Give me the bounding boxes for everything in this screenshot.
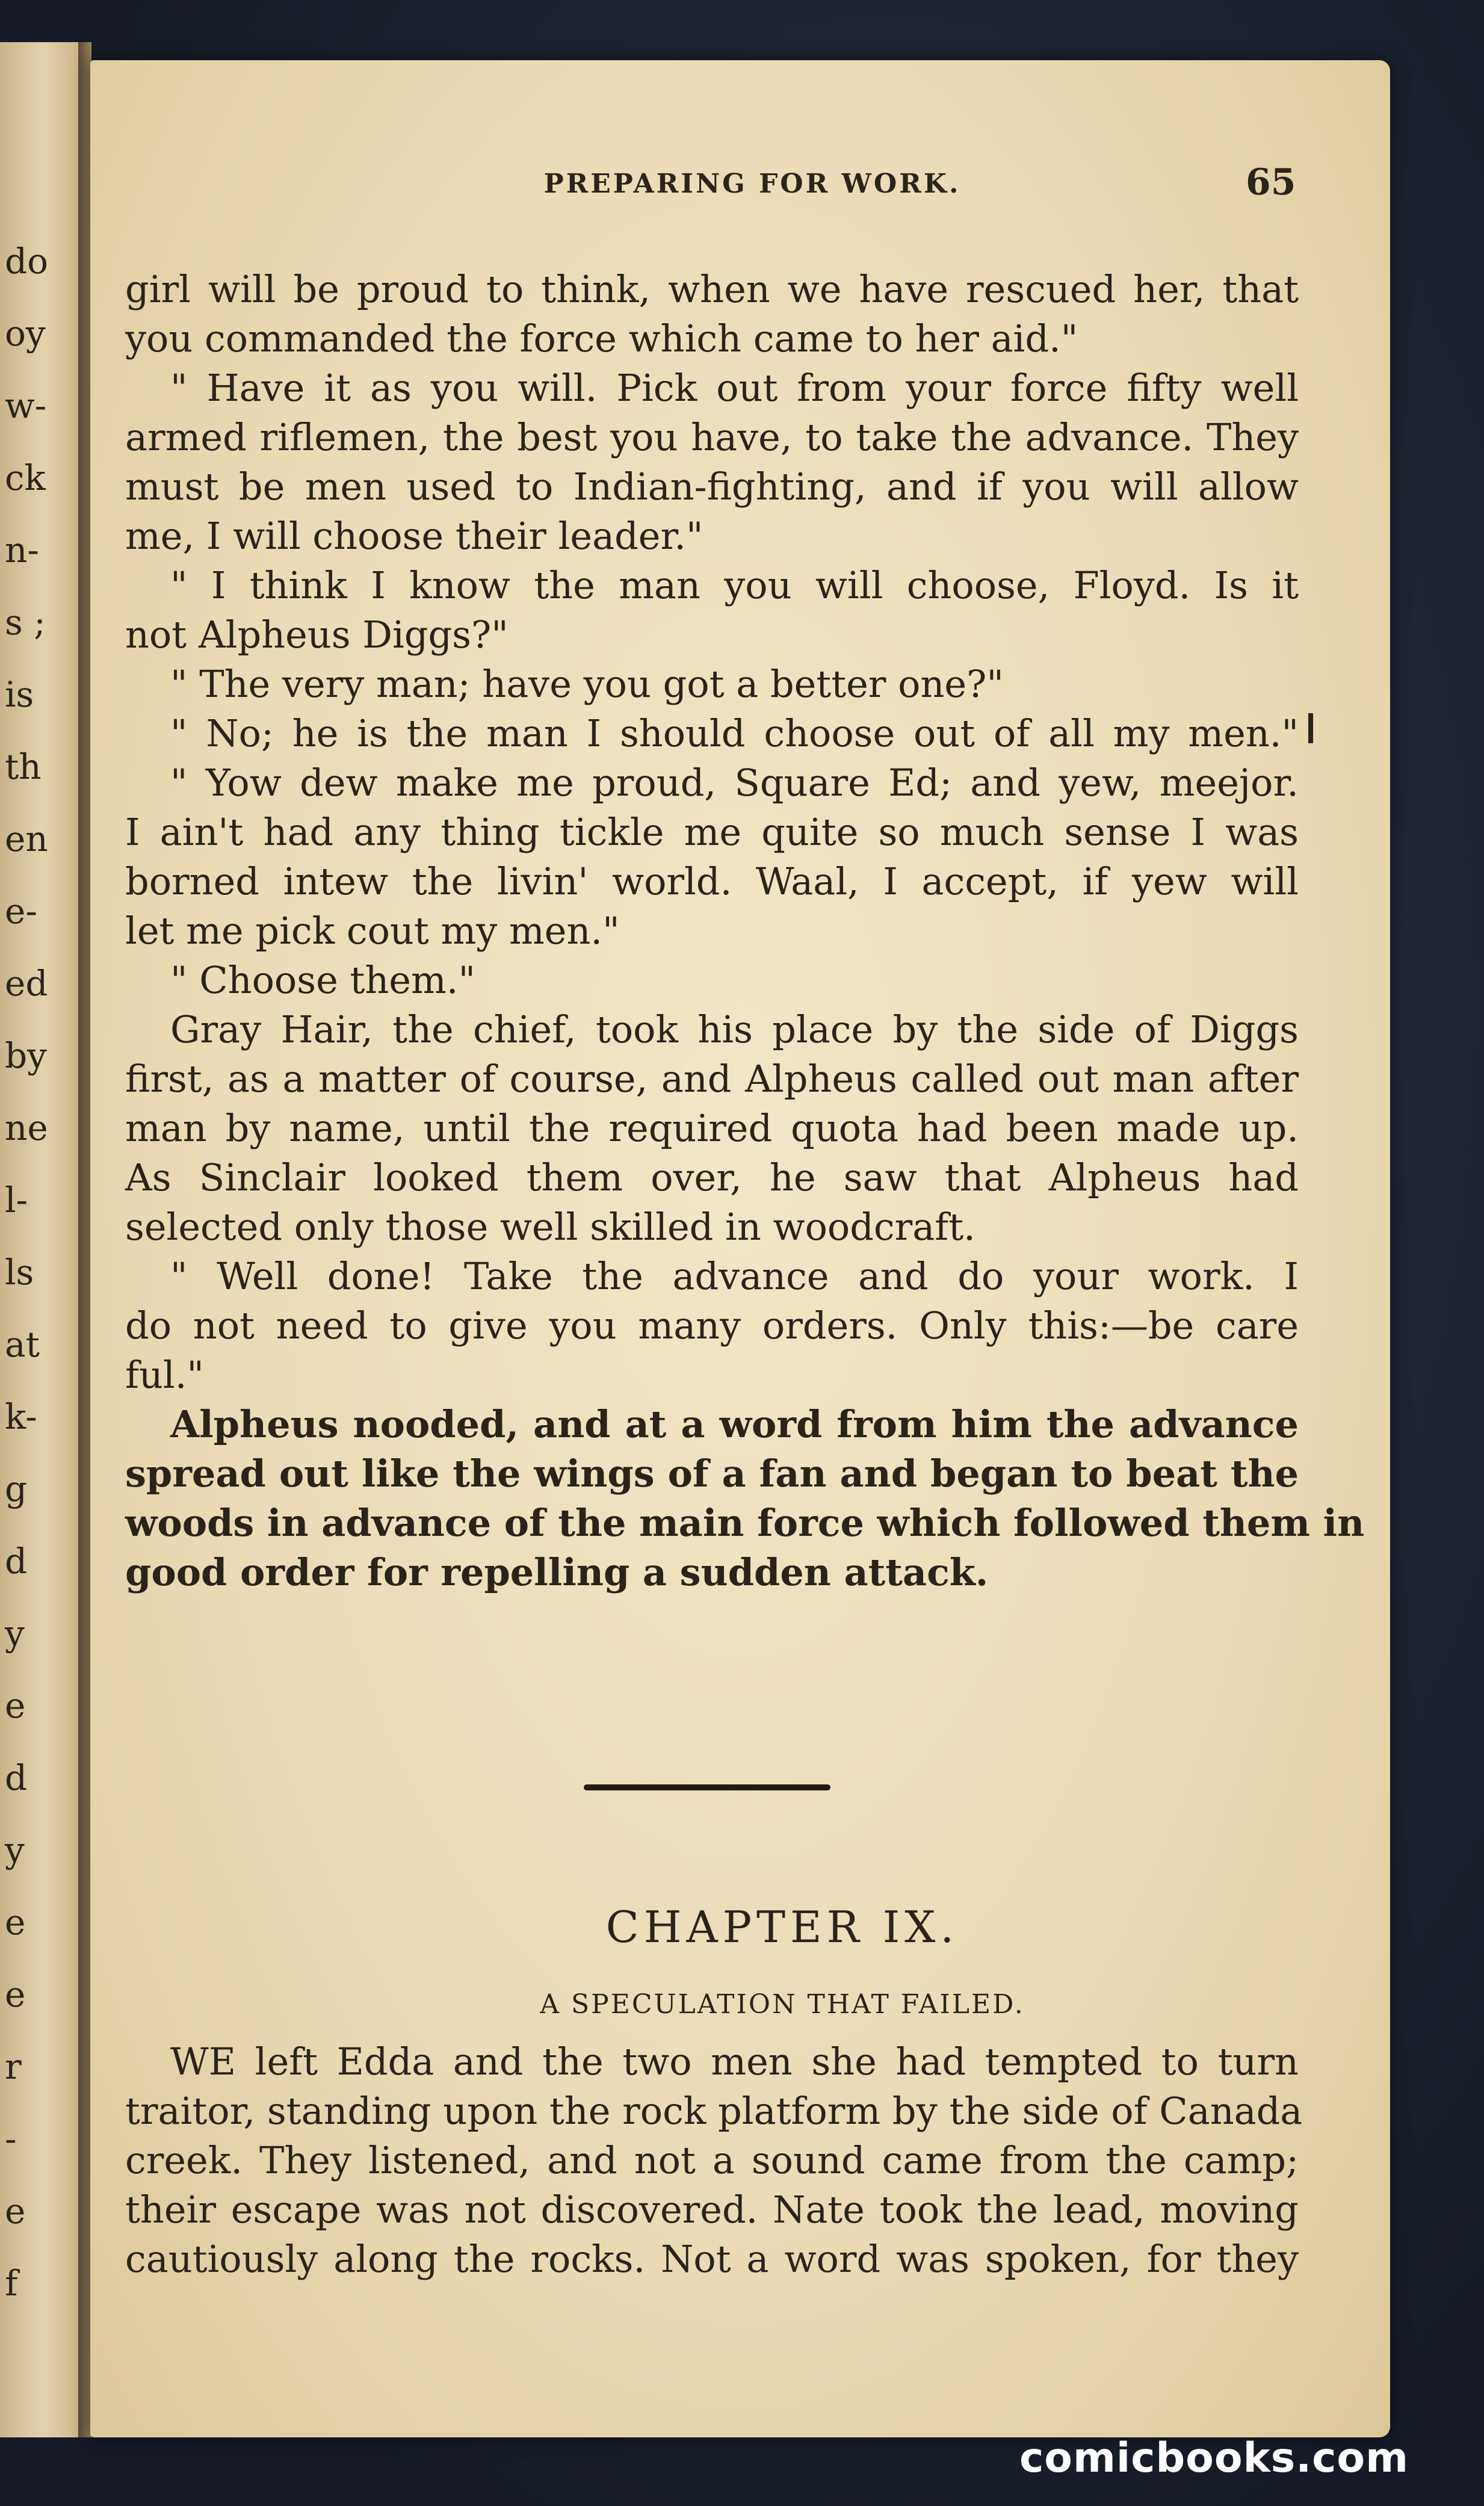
body-line: " No; he is the man I should choose out of all my men." bbox=[170, 711, 1299, 755]
left-page-fragment: k- bbox=[5, 1396, 37, 1437]
left-page-fragment: d bbox=[5, 1757, 28, 1798]
page-number: 65 bbox=[1246, 161, 1296, 203]
chapter-line: WE left Edda and the two men she had tempted to turn bbox=[170, 2040, 1299, 2084]
body-line: man by name, until the required quota had been made up. bbox=[125, 1106, 1299, 1150]
left-page-fragment: e- bbox=[5, 891, 37, 932]
chapter-line: traitor, standing upon the rock platform by the side of Canada bbox=[125, 2089, 1303, 2133]
body-line: I ain't had any thing tickle me quite so much sense I was bbox=[125, 810, 1299, 854]
body-line: " I think I know the man you will choose, Floyd. Is it bbox=[170, 563, 1299, 607]
left-facing-page bbox=[0, 42, 82, 2437]
body-line: Gray Hair, the chief, took his place by the side of Diggs bbox=[170, 1007, 1299, 1051]
left-page-fragment: e bbox=[5, 1974, 26, 2015]
left-page-fragment: by bbox=[5, 1035, 47, 1076]
book-page bbox=[90, 60, 1390, 2437]
left-page-fragment: w- bbox=[5, 385, 47, 426]
body-line: good order for repelling a sudden attack. bbox=[125, 1550, 989, 1594]
left-page-fragment: e bbox=[5, 2191, 26, 2232]
body-line: " Choose them." bbox=[170, 958, 476, 1002]
book-gutter bbox=[78, 42, 91, 2437]
left-page-fragment: l- bbox=[5, 1180, 28, 1221]
left-page-fragment: f bbox=[5, 2263, 18, 2304]
body-line: do not need to give you many orders. Only this:—be care bbox=[125, 1304, 1299, 1347]
body-line: " Have it as you will. Pick out from your force fifty well bbox=[170, 366, 1299, 410]
left-page-fragment: ed bbox=[5, 963, 48, 1004]
body-line: must be men used to Indian-fighting, and if you will allow bbox=[125, 465, 1299, 509]
body-line: armed riflemen, the best you have, to take the advance. They bbox=[125, 415, 1299, 459]
body-line: " Well done! Take the advance and do your work. I bbox=[170, 1254, 1299, 1298]
body-line: let me pick cout my men." bbox=[125, 909, 620, 953]
left-page-fragment: e bbox=[5, 1902, 26, 1943]
left-page-fragment: y bbox=[5, 1830, 25, 1870]
watermark-logo: comicbooks.com bbox=[1019, 2434, 1409, 2482]
body-line: As Sinclair looked them over, he saw that Alpheus had bbox=[125, 1156, 1299, 1199]
body-line: you commanded the force which came to her aid." bbox=[125, 317, 1078, 360]
left-page-fragment: do bbox=[5, 241, 49, 282]
left-page-fragment: ne bbox=[5, 1107, 48, 1148]
left-page-fragment: r bbox=[5, 2046, 22, 2087]
left-page-fragment: en bbox=[5, 818, 48, 859]
left-page-fragment: at bbox=[5, 1324, 40, 1365]
chapter-line: their escape was not discovered. Nate took the lead, moving bbox=[125, 2188, 1299, 2232]
left-page-fragment: s ; bbox=[5, 602, 46, 643]
left-page-fragment: ck bbox=[5, 457, 46, 498]
chapter-title: CHAPTER IX. bbox=[605, 1902, 959, 1952]
left-page-fragment: is bbox=[5, 674, 34, 715]
body-line: " Yow dew make me proud, Square Ed; and yew, meejor. bbox=[170, 761, 1299, 805]
body-line: selected only those well skilled in woodcraft. bbox=[125, 1205, 975, 1249]
body-line: borned intew the livin' world. Waal, I accept, if yew will bbox=[125, 859, 1299, 903]
chapter-subtitle: A SPECULATION THAT FAILED. bbox=[540, 1989, 1025, 2020]
body-line: woods in advance of the main force which followed them in bbox=[125, 1501, 1365, 1545]
body-line: Alpheus nooded, and at a word from him the advance bbox=[170, 1402, 1299, 1446]
left-page-fragment: th bbox=[5, 746, 42, 787]
body-line: spread out like the wings of a fan and began to beat the bbox=[125, 1452, 1299, 1496]
running-head: PREPARING FOR WORK. bbox=[543, 169, 961, 199]
left-page-fragment: n- bbox=[5, 530, 39, 571]
body-line: ful." bbox=[125, 1353, 204, 1397]
left-page-fragment: oy bbox=[5, 313, 46, 354]
left-page-fragment: d bbox=[5, 1541, 28, 1582]
chapter-line: cautiously along the rocks. Not a word was spoken, for they bbox=[125, 2237, 1299, 2281]
left-page-fragment: e bbox=[5, 1685, 26, 1726]
body-line: first, as a matter of course, and Alpheus called out man after bbox=[125, 1057, 1299, 1101]
left-page-fragment: - bbox=[5, 2118, 17, 2159]
left-page-fragment: y bbox=[5, 1613, 25, 1654]
margin-mark bbox=[1308, 713, 1313, 743]
body-line: me, I will choose their leader." bbox=[125, 514, 703, 558]
body-line: " The very man; have you got a better one?" bbox=[170, 662, 1004, 706]
section-divider bbox=[584, 1784, 830, 1790]
left-page-fragment: g bbox=[5, 1468, 28, 1509]
body-line: not Alpheus Diggs?" bbox=[125, 613, 509, 657]
chapter-line: creek. They listened, and not a sound came from the camp; bbox=[125, 2138, 1299, 2182]
left-page-fragment: ls bbox=[5, 1252, 34, 1293]
body-line: girl will be proud to think, when we have rescued her, that bbox=[125, 267, 1299, 311]
